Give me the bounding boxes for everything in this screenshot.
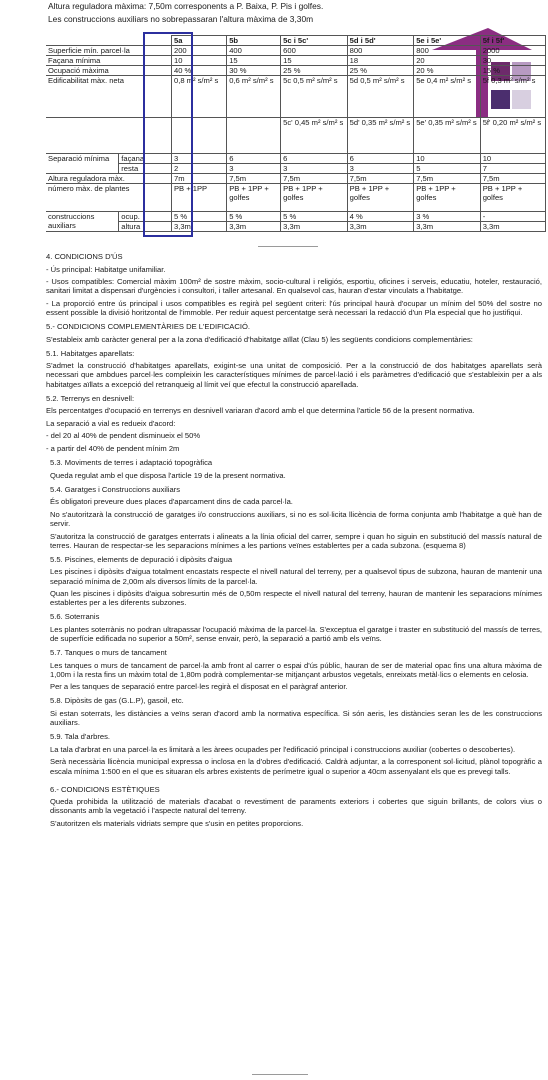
table-cell: 25 %: [281, 66, 348, 76]
table-cell: 7,5m: [227, 174, 281, 184]
table-row: [46, 184, 546, 212]
table-cell: PB + 1PP + golfes: [480, 184, 545, 212]
paragraph: Les tanques o murs de tancament de parcel·la amb front al carrer o espai d'ús públic, hauran de ser de material opac fins una altura màxima de 1,00m i la resta fins un màxim total de 1,80m podrà complementar-se mitjançant arbustos vegetals, enreixats metàl·lics o elements en celosia.: [50, 660, 542, 679]
section-heading: 4. CONDICIONS D'ÚS: [46, 252, 123, 261]
table-cell: PB + 1PP + golfes: [227, 184, 281, 212]
col-5d: 5d i 5d': [347, 36, 414, 46]
table-cell: 3,3m: [414, 222, 481, 232]
paragraph: - Usos compatibles: Comercial màxim 100m² de sostre màxim, socio-cultural i religiós, esportiu, oficines i serveis, educatiu, hoteler, restauració, sanitari limitat a dispensari d'urgències i consultori, i taller artesanal. En qualsevol cas, hauran d'estar vinculats a l'habitatge.: [46, 277, 542, 296]
paragraph: Queda regulat amb el que disposa l'article 19 de la present normativa.: [50, 470, 286, 480]
table-cell: 5d' 0,35 m² s/m² s: [347, 118, 414, 154]
row-sublabel: ocup.: [119, 212, 172, 222]
table-cell: 5e' 0,35 m² s/m² s: [414, 118, 481, 154]
table-cell: 600: [281, 46, 348, 56]
footer-divider: [252, 1074, 308, 1075]
row-sublabel: façana: [119, 154, 172, 164]
subsection-heading: 5.6. Soterranis: [50, 612, 100, 622]
table-cell: 200: [171, 46, 226, 56]
header-line-2: Les construccions auxiliars no sobrepassaran l'altura màxima de 3,30m: [48, 14, 314, 24]
table-cell: 3,3m: [480, 222, 545, 232]
table-row: [46, 118, 546, 154]
subsection-heading: 5.2. Terrenys en desnivell:: [46, 393, 135, 403]
row-sublabel: resta: [119, 164, 172, 174]
table-cell: 10: [171, 56, 226, 66]
paragraph: S'admet la construcció d'habitatges aparellats, exigint-se una unitat de composició. Per a la construcció de dos habitatges aparellats serà necessari que ambdues parcel·les compleixin les característiques mínimes de parcel·lació i els paràmetres d'edificació que s'estableixin per a als habitatges aïllats a excepció del retranqueig al límit veí que efectuï la construcció aparellada.: [46, 361, 542, 389]
table-cell: 15: [227, 56, 281, 66]
table-cell: 2000: [480, 46, 545, 56]
table-cell: 5c 0,5 m² s/m² s: [281, 76, 348, 118]
table-cell: 7: [480, 164, 545, 174]
row-label: Altura reguladora màx.: [46, 174, 171, 184]
table-cell: 6: [227, 154, 281, 164]
table-row: [46, 174, 546, 184]
table-row: [46, 154, 546, 164]
table-cell: 3: [227, 164, 281, 174]
table-cell: 5e 0,4 m² s/m² s: [414, 76, 481, 118]
row-label: Edificabilitat màx. neta: [46, 76, 171, 118]
table-cell: 10: [480, 154, 545, 164]
table-cell: PB + 1PP + golfes: [281, 184, 348, 212]
table-cell: 6: [281, 154, 348, 164]
row-label: número màx. de plantes: [46, 184, 171, 212]
paragraph: Queda prohibida la utilització de materials d'acabat o revestiment de paraments exteriors i cobertes que siguin brillants, de colors vius o dissonants amb la vegetació i l'aspecte natural del terreny.: [50, 797, 542, 816]
row-label: Separació mínima: [46, 154, 119, 174]
table-cell: 3 %: [414, 212, 481, 222]
subsection-heading: 5.9. Tala d'arbres.: [50, 732, 110, 742]
table-cell: 15 %: [480, 66, 545, 76]
header-line-1: Altura reguladora màxima: 7,50m corresponents a P. Baixa, P. Pis i golfes.: [48, 1, 324, 11]
table-cell: 400: [227, 46, 281, 56]
table-cell: 3,3m: [171, 222, 226, 232]
table-cell: 40 %: [171, 66, 226, 76]
paragraph: La separació a vial es redueix d'acord:: [46, 418, 176, 428]
col-5c: 5c i 5c': [281, 36, 348, 46]
highlight-box-5a: [143, 32, 193, 237]
paragraph: - del 20 al 40% de pendent disminueix el 50%: [46, 431, 201, 441]
table-cell: 0,8 m² s/m² s: [171, 76, 226, 118]
table-row: [46, 76, 546, 118]
table-cell: 5: [414, 164, 481, 174]
row-label: construccions auxiliars: [46, 212, 119, 232]
paragraph: Serà necessària llicència municipal expressa o inclosa en la d'obres d'edificació. Caldrà adjuntar, a la corresponent sol·licitud, plànol topogràfic a escala mínima 1:500 en el que es situaran els arbres existents de perímetre igual o superior a 40cm assenyalant els que es prevegi talls.: [50, 757, 542, 776]
table-cell: 7m: [171, 174, 226, 184]
table-row: [46, 66, 546, 76]
col-5b: 5b: [227, 36, 281, 46]
table-cell: 5 %: [227, 212, 281, 222]
row-label: Superficie mín. parcel·la: [46, 46, 171, 56]
paragraph: - a partir del 40% de pendent mínim 2m: [46, 444, 180, 453]
table-cell: 18: [347, 56, 414, 66]
table-cell: 3,3m: [347, 222, 414, 232]
zoning-parameters-table: [46, 35, 546, 232]
table-header-row: [46, 36, 546, 46]
table-cell: [227, 118, 281, 154]
table-cell: 20: [414, 56, 481, 66]
table-cell: 5d 0,5 m² s/m² s: [347, 76, 414, 118]
subsection-heading: 5.7. Tanques o murs de tancament: [50, 648, 167, 658]
table-cell: 5 %: [171, 212, 226, 222]
table-cell: PB + 1PP + golfes: [414, 184, 481, 212]
table-cell: 5c' 0,45 m² s/m² s: [281, 118, 348, 154]
paragraph: S'autoritzen els materials vidriats sempre que s'usin en petites proporcions.: [50, 818, 304, 828]
subsection-heading: 5.1. Habitatges aparellats:: [46, 348, 135, 358]
paragraph: És obligatori preveure dues places d'aparcament dins de cada parcel·la.: [50, 497, 293, 507]
paragraph: Quan les piscines i dipòsits d'aigua sobresurtin més de 0,50m respecte el nivell natural del terreny, hauran de mantenir les separacions mínimes establertes per a les diferents subzones.: [50, 589, 542, 608]
table-cell: 7,5m: [281, 174, 348, 184]
paragraph: Si estan soterrats, les distàncies a veïns seran d'acord amb la normativa específica. Si són aeris, les distàncies seran les de les construccions auxiliars.: [50, 709, 542, 728]
row-label: Ocupació màxima: [46, 66, 171, 76]
col-5a: 5a: [171, 36, 226, 46]
table-row: [46, 46, 546, 56]
table-cell: 3: [281, 164, 348, 174]
paragraph: S'autoritza la construcció de garatges enterrats i alineats a la línia oficial del carrer, sempre i quan ho siguin en substitució del massís natural de terres. Hauran de respectar-se les separacions mínimes a les partions veïnes establertes per a cada subzona. (esquema 8): [50, 531, 542, 550]
table-cell: 5 %: [281, 212, 348, 222]
table-cell: 800: [347, 46, 414, 56]
paragraph: La tala d'arbrat en una parcel·la es limitarà a les àrees ocupades per l'edificació principal i construccions auxiliar (cobertes o descobertes).: [50, 744, 516, 754]
table-cell: 7,5m: [414, 174, 481, 184]
paragraph: No s'autoritzarà la construcció de garatges i/o construccions auxiliars, si no es sol·licita llicència de forma conjunta amb l'habitatge a què han de servir.: [50, 509, 542, 529]
table-cell: 2: [171, 164, 226, 174]
paragraph: - Ús principal: Habitatge unifamiliar.: [46, 264, 166, 274]
table-row: [46, 56, 546, 66]
section-heading: 6.- CONDICIONS ESTÈTIQUES: [50, 784, 160, 794]
table-cell: 3,3m: [227, 222, 281, 232]
table-cell: 7,5m: [480, 174, 545, 184]
table-cell: 10: [414, 154, 481, 164]
table-row: [46, 212, 546, 222]
table-cell: 20 %: [414, 66, 481, 76]
row-label: Façana mínima: [46, 56, 171, 66]
table-cell: 25 %: [347, 66, 414, 76]
table-cell: 7,5m: [347, 174, 414, 184]
subsection-heading: 5.4. Garatges i Construccions auxiliars: [50, 484, 180, 494]
paragraph: Les piscines i dipòsits d'aigua totalment encastats respecte el nivell natural del terreny, per a qualsevol tipus de subzona, hauran de mantenir una separació mínima de 2,00m als diversos límits de la parcel·la.: [50, 567, 542, 586]
row-sublabel: altura: [119, 222, 172, 232]
table-cell: -: [480, 212, 545, 222]
table-row: [46, 222, 546, 232]
paragraph: - La proporció entre ús principal i usos compatibles es regirà pel següent criteri: l'ús principal haurà d'ocupar un mínim del 50% del sostre no essent possible la divisió horitzontal de l'immoble. Per reduir aquest percentatge serà necessari la redacció d'un Pla especial que ho justifiqui.: [46, 298, 542, 317]
subsection-heading: 5.8. Dipòsits de gas (G.L.P), gasoil, etc.: [50, 696, 184, 706]
col-5f: 5f i 5f': [480, 36, 545, 46]
table-cell: 6: [347, 154, 414, 164]
paragraph: S'estableix amb caràcter general per a la zona d'edificació d'habitatge aïllat (Clau 5) les següents condicions complementàries:: [46, 334, 473, 344]
table-cell: 0,6 m² s/m² s: [227, 76, 281, 118]
paragraph: Per a les tanques de separació entre parcel·les regirà el disposat en el paràgraf anterior.: [50, 682, 348, 692]
table-cell: 3,3m: [281, 222, 348, 232]
table-cell: PB + 1PP + golfes: [347, 184, 414, 212]
paragraph: Les plantes soterrànis no podran ultrapassar l'ocupació màxima de la parcel·la. S'exceptua el garatge i traster en substitució del massís de terres, de superfície edificada no superior a 50m², sense envair, però, la separació a partió amb els veïns.: [50, 624, 542, 643]
table-cell: 4 %: [347, 212, 414, 222]
table-cell: 3: [171, 154, 226, 164]
document-body: [46, 247, 542, 832]
section-heading: 5.- CONDICIONS COMPLEMENTÀRIES DE L'EDIFICACIÓ.: [46, 322, 250, 332]
paragraph: Els percentatges d'ocupació en terrenys en desnivell variaran d'acord amb el que determina l'article 56 de la present normativa.: [46, 406, 475, 416]
table-cell: 5f 0,3 m² s/m² s: [480, 76, 545, 118]
col-5e: 5e i 5e': [414, 36, 481, 46]
table-cell: 15: [281, 56, 348, 66]
table-cell: 30 %: [227, 66, 281, 76]
subsection-heading: 5.3. Moviments de terres i adaptació topogràfica: [50, 458, 213, 468]
table-cell: 5f' 0,20 m² s/m² s: [480, 118, 545, 154]
subsection-heading: 5.5. Piscines, elements de depuració i dipòsits d'aigua: [50, 554, 233, 564]
table-cell: 800: [414, 46, 481, 56]
table-cell: PB + 1PP: [171, 184, 226, 212]
table-cell: 30: [480, 56, 545, 66]
table-row: [46, 164, 546, 174]
table-cell: 3: [347, 164, 414, 174]
header-text: [48, 0, 438, 26]
